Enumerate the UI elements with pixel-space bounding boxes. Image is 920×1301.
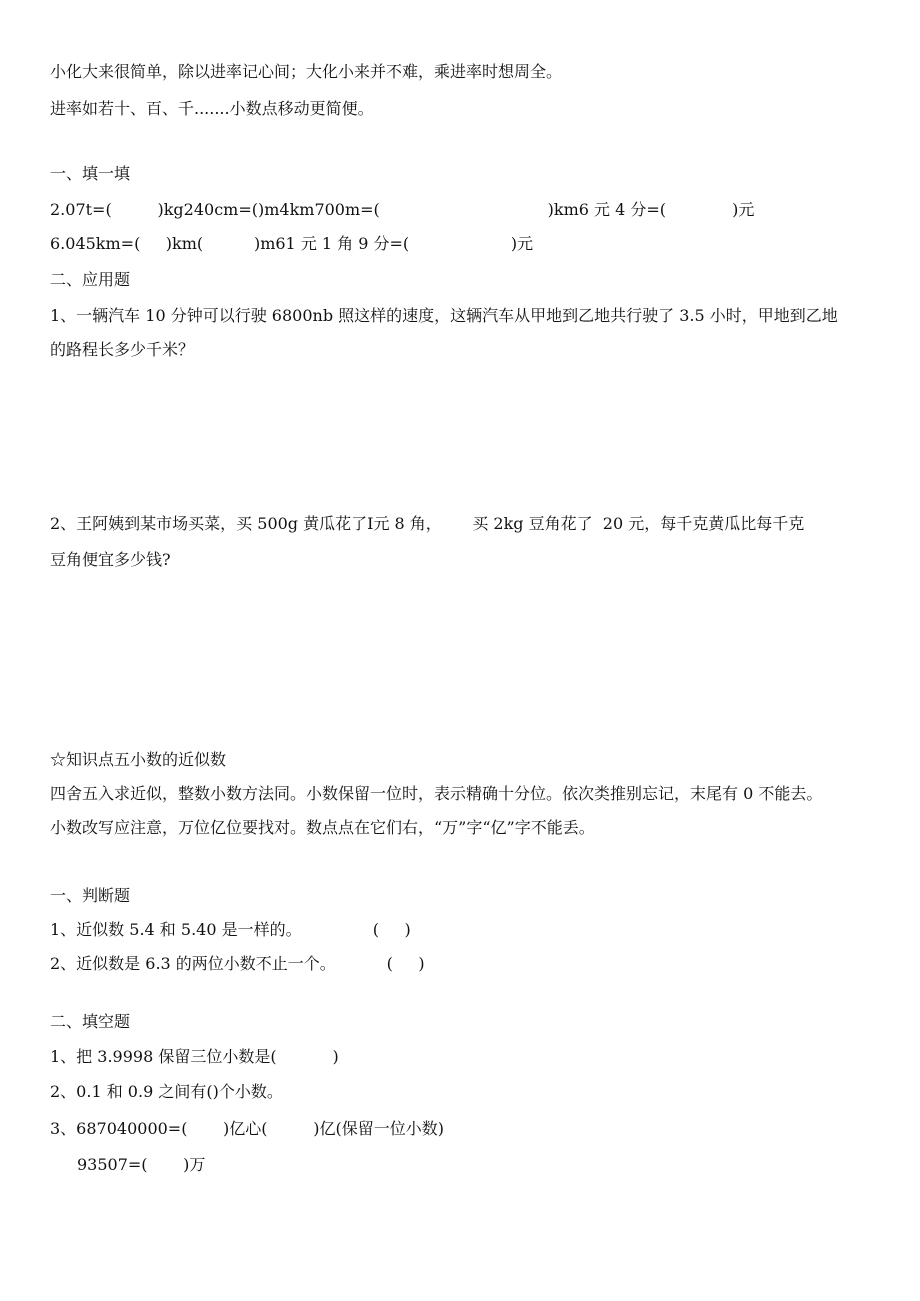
judge-question-1: 1、近似数 5.4 和 5.40 是一样的。 ( ) <box>50 920 411 939</box>
section5-rhyme-line-2: 小数改写应注意，万位亿位要找对。数点点在它们右，“万”字“亿”字不能丢。 <box>50 818 595 837</box>
section5-rhyme-line-1: 四舍五入求近似，整数小数方法同。小数保留一位时，表示精确十分位。依次类推别忘记，末尾有 0 不能去。 <box>50 784 823 803</box>
blank-question-1: 1、把 3.9998 保留三位小数是( ) <box>50 1047 339 1066</box>
apply-heading: 二、应用题 <box>50 270 131 289</box>
judge-heading: 一、判断题 <box>50 886 131 905</box>
apply-problem-1-line-1: 1、一辆汽车 10 分钟可以行驶 6800nb 照这样的速度，这辆汽车从甲地到乙地共行驶了 3.5 小时，甲地到乙地 <box>50 306 838 325</box>
apply-problem-2-line-1: 2、王阿姨到某市场买菜，买 500g 黄瓜花了Ⅰ元 8 角， 买 2kg 豆角花了 20 元，每千克黄瓜比每千克 <box>50 514 805 533</box>
rhyme-line-1: 小化大来很简单，除以进率记心间；大化小来并不难，乘进率时想周全。 <box>50 62 563 81</box>
fill-question-2: 6.045km=( )km( )m61 元 1 角 9 分=( )元 <box>50 234 534 253</box>
blank-question-2: 2、0.1 和 0.9 之间有()个小数。 <box>50 1082 283 1101</box>
judge-question-2: 2、近似数是 6.3 的两位小数不止一个。 ( ) <box>50 954 425 973</box>
blank-question-3: 3、687040000=( )亿心( )亿(保留一位小数) <box>50 1119 445 1138</box>
blank-heading: 二、填空题 <box>50 1012 131 1031</box>
blank-question-3-continued: 93507=( )万 <box>77 1155 206 1174</box>
apply-problem-2-line-2: 豆角便宜多少钱? <box>50 550 171 569</box>
rhyme-line-2: 进率如若十、百、千.......小数点移动更简便。 <box>50 99 374 118</box>
section5-title: ☆知识点五小数的近似数 <box>50 750 227 769</box>
fill-question-1: 2.07t=( )kg240cm=()m4km700m=( )km6 元 4 分=( )元 <box>50 200 755 219</box>
fill-heading: 一、填一填 <box>50 164 131 183</box>
apply-problem-1-line-2: 的路程长多少千米？ <box>50 340 195 359</box>
